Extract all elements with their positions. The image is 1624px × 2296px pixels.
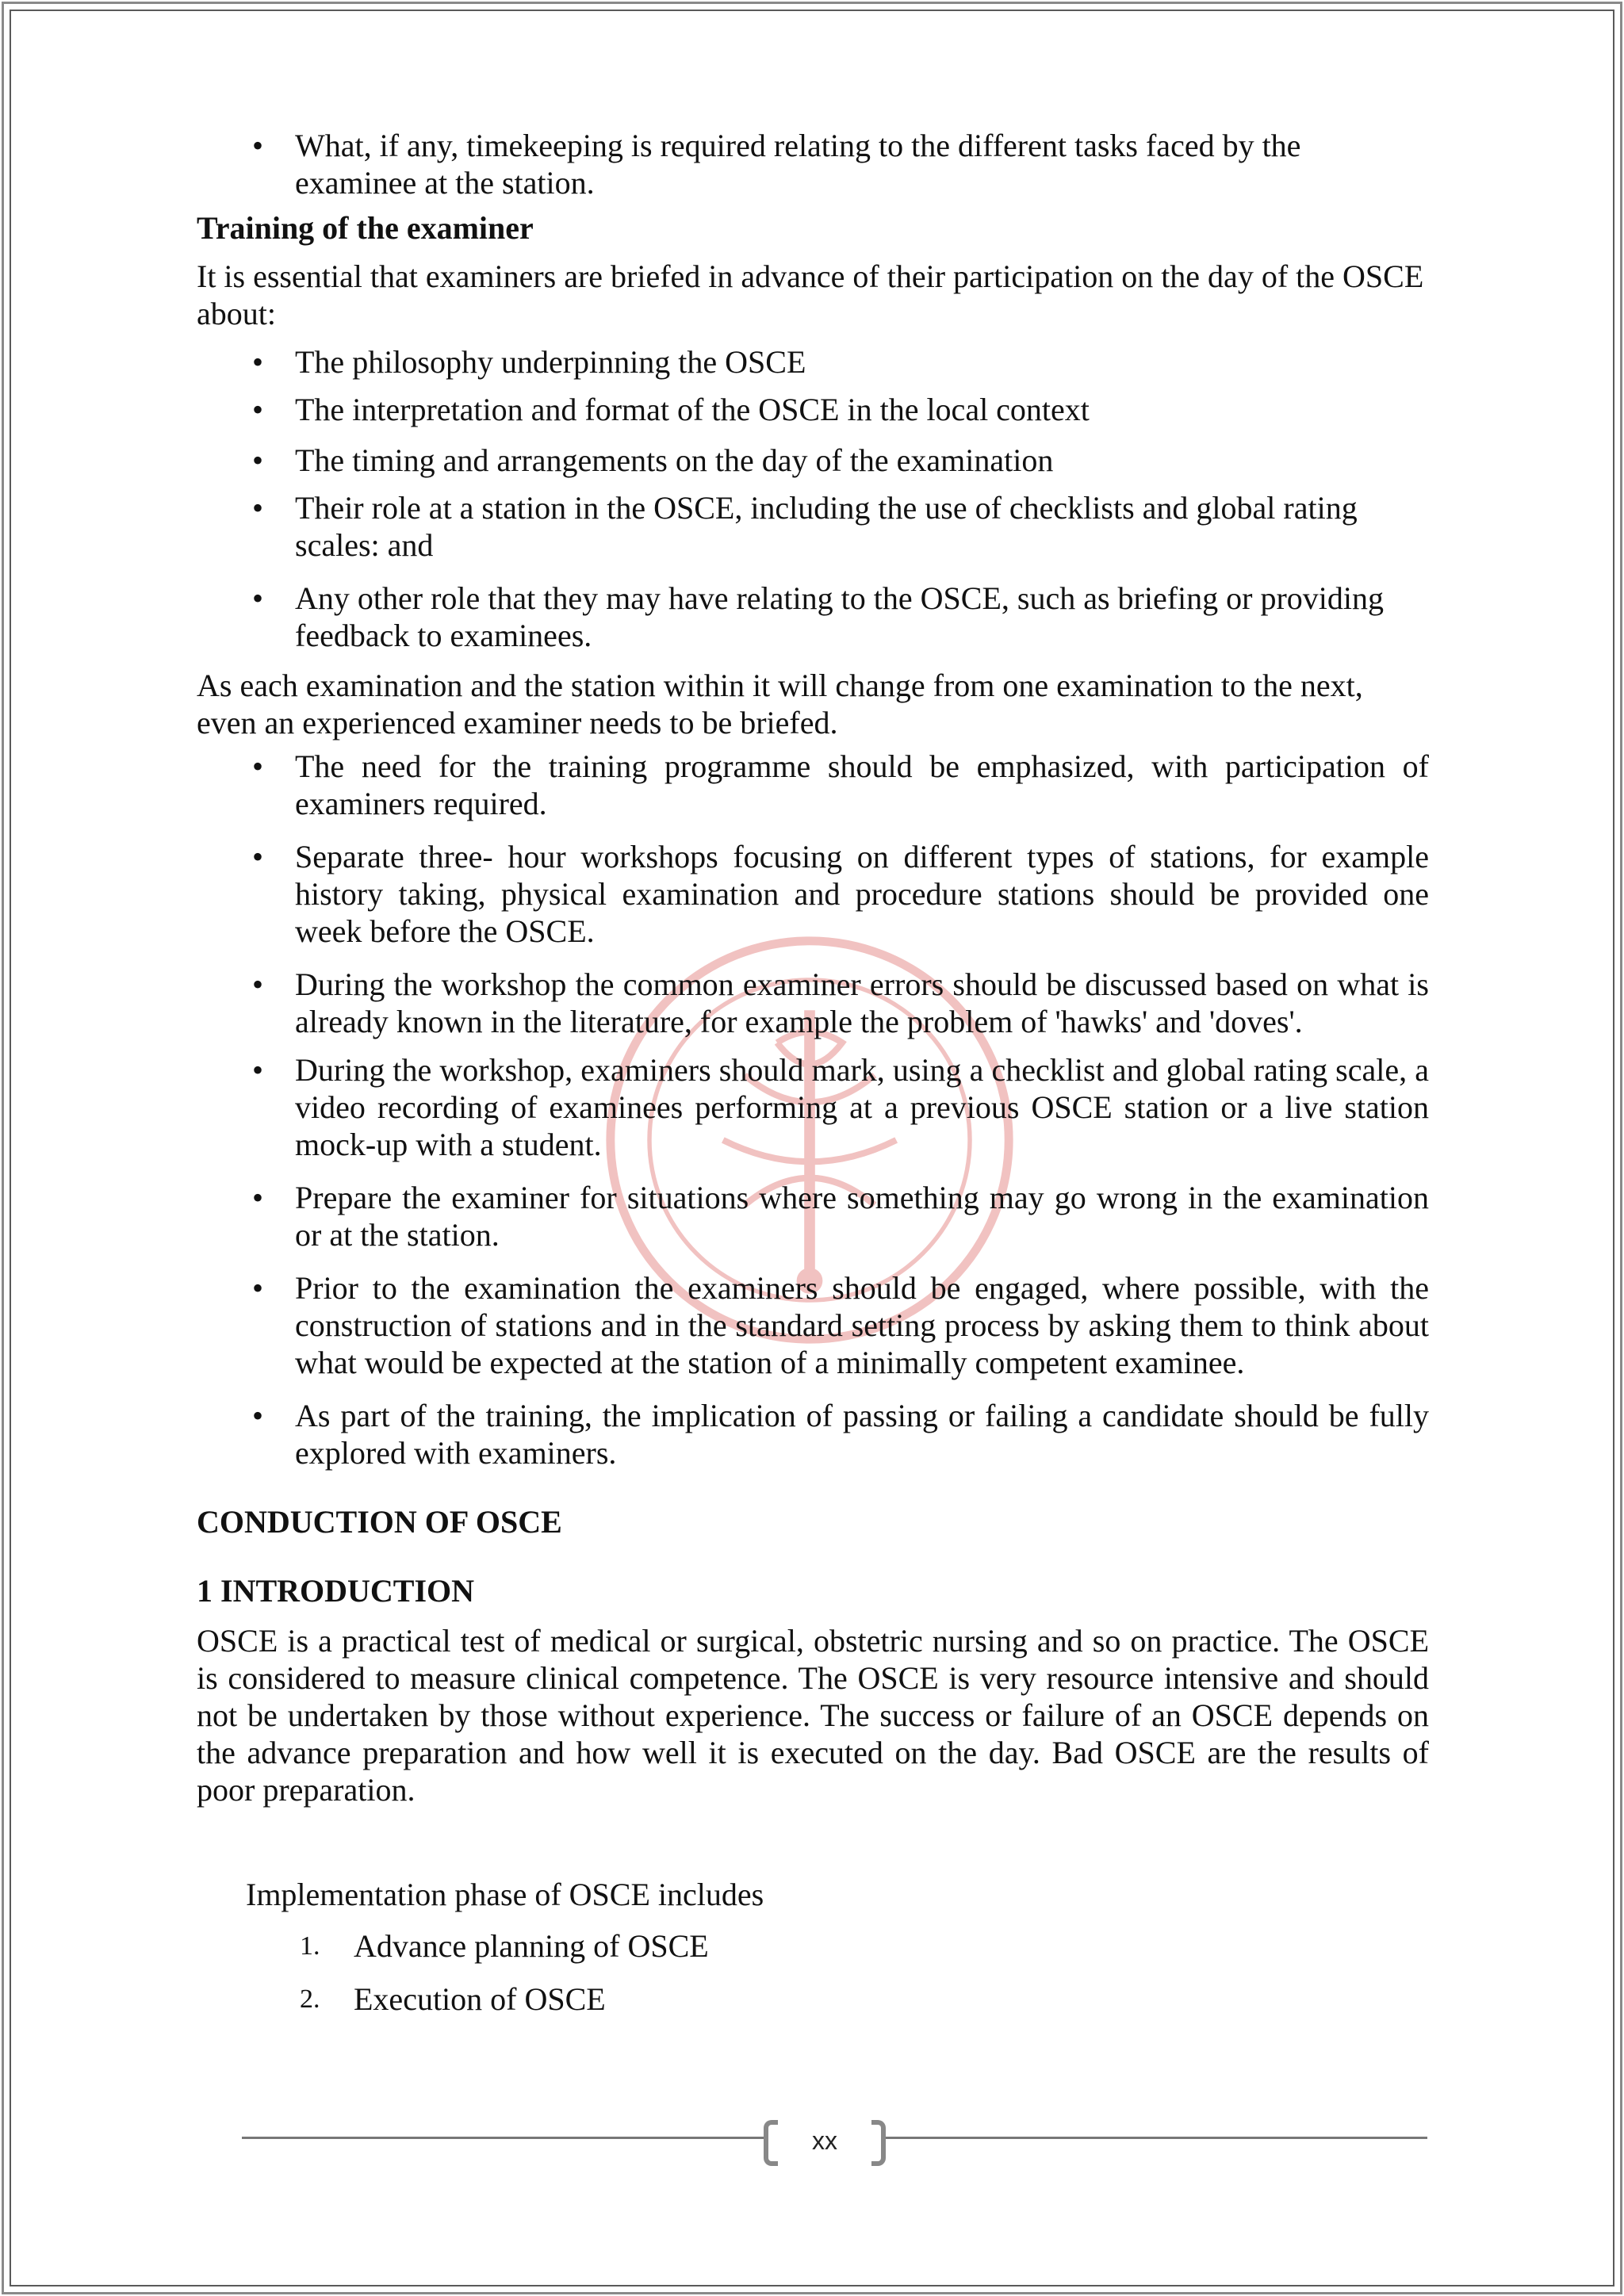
bullet-icon: • [251,344,263,380]
implementation-intro: Implementation phase of OSCE includes [246,1877,764,1912]
list-item [197,442,1429,479]
list-item-text: Separate three- hour workshops focusing on different types of stations, for example history taking, physical examination and procedure stations should be provided one week before the OSCE. [295,839,1429,949]
list-item-text: Prior to the examination the examiners should be engaged, where possible, with the construction of stations and in the standard setting process by asking them to think about what would be expected at the station of a minimally competent examinee. [295,1270,1429,1380]
list-item [197,966,1429,1040]
bullet-icon: • [251,1180,263,1215]
list-item-number: 1. [300,1931,320,1961]
left-brace-icon [764,2120,778,2166]
bullet-icon: • [251,580,263,616]
training-list [197,748,1429,1471]
right-brace-icon [871,2120,886,2166]
list-item-text: During the workshop the common examiner errors should be discussed based on what is already known in the literature, for example the problem of 'hawks' and 'doves'. [295,966,1429,1039]
bullet-icon: • [251,1052,263,1088]
bullet-icon: • [251,839,263,874]
bullet-icon: • [251,1398,263,1433]
list-item-text: Their role at a station in the OSCE, including the use of checklists and global rating scales: and [295,490,1358,563]
list-item-text: Advance planning of OSCE [354,1928,709,1964]
list-item [197,1179,1429,1253]
timekeeping-list [197,127,1429,201]
list-item [197,838,1429,950]
subheading-introduction: 1 INTRODUCTION [197,1573,475,1609]
list-item-text: As part of the training, the implication of passing or failing a candidate should be fully explored with examiners. [295,1398,1429,1471]
list-item-text: Any other role that they may have relating to the OSCE, such as briefing or providing feedback to examinees. [295,580,1385,653]
bullet-icon: • [251,748,263,784]
footer-rule-right [886,2137,1427,2139]
bullet-icon: • [251,392,263,427]
bullet-icon: • [251,490,263,526]
list-item [197,489,1429,564]
briefing-paragraph: As each examination and the station within it will change from one examination to the next, even an experienced examiner needs to be briefed. [197,668,1363,740]
implementation-list [197,1927,1429,2018]
list-item [197,343,1429,381]
list-item [197,391,1429,428]
list-item-text: Execution of OSCE [354,1981,606,2017]
bullet-icon: • [251,128,263,163]
list-item [197,580,1429,654]
list-item-text: The interpretation and format of the OSCE in the local context [295,392,1090,427]
list-item [197,127,1429,201]
training-intro-paragraph: It is essential that examiners are briefed in advance of their participation on the day of the OSCE about: [197,258,1424,331]
list-item-text: During the workshop, examiners should mark, using a checklist and global rating scale, a video recording of examinees performing at a previous OSCE station or a live station mock-up with a student. [295,1052,1429,1162]
bullet-icon: • [251,442,263,478]
page-number: xx [812,2126,837,2155]
section-heading-training: Training of the examiner [197,210,534,246]
list-item [197,1927,1429,1965]
page-footer [242,2109,1427,2172]
introduction-paragraph: OSCE is a practical test of medical or surgical, obstetric nursing and so on practice. The OSCE is considered to measure clinical competence. The OSCE is very resource intensive and should not be undertaken by those without experience. The success or failure of an OSCE depends on the advance preparation and how well it is executed on the day. Bad OSCE are the results of poor preparation. [197,1623,1429,1808]
footer-rule-left [242,2137,764,2139]
list-item-text: The philosophy underpinning the OSCE [295,344,806,380]
bullet-icon: • [251,966,263,1002]
list-item-number: 2. [300,1984,320,2014]
list-item-text: The timing and arrangements on the day of the examination [295,442,1054,478]
list-item-text: What, if any, timekeeping is required relating to the different tasks faced by the examinee at the station. [295,128,1301,201]
list-item [197,1051,1429,1163]
list-item-text: The need for the training programme should be emphasized, with participation of examiners required. [295,748,1429,821]
list-item-text: Prepare the examiner for situations where something may go wrong in the examination or at the station. [295,1180,1429,1253]
list-item [197,1980,1429,2018]
list-item [197,748,1429,822]
page-content [197,127,1429,2018]
list-item [197,1269,1429,1381]
list-item [197,1397,1429,1471]
bullet-icon: • [251,1270,263,1306]
section-heading-conduction: CONDUCTION OF OSCE [197,1504,562,1540]
briefing-list [197,343,1429,654]
